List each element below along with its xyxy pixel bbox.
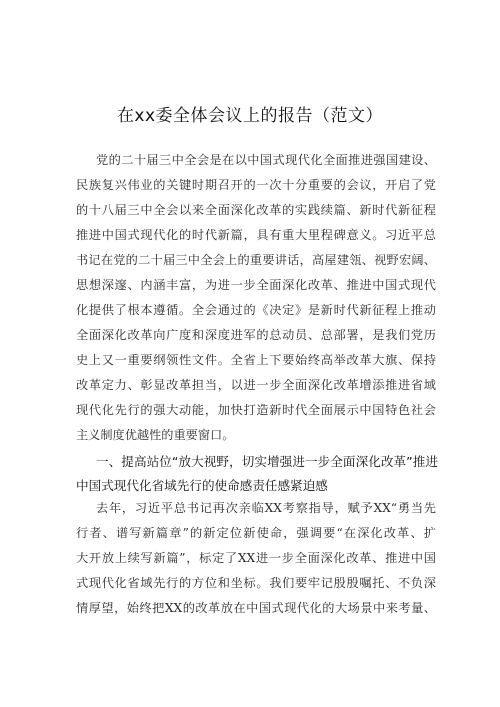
document-title: 在xx委全体会议上的报告（范文） <box>116 106 384 126</box>
paragraph-line: 书记在党的二十届三中全会上的重要讲话，高屋建瓴、视野宏阔、 <box>76 253 436 267</box>
paragraph-line: 式现代化省域先行的方位和坐标。我们要牢记殷殷嘱托、不负深 <box>76 576 436 590</box>
paragraph-line: 史上又一重要纲领性文件。全省上下要始终高举改革大旗、保持 <box>76 353 436 367</box>
heading-line: 中国式现代化省域先行的使命感责任感紧迫感 <box>76 478 328 493</box>
paragraph-line: 思想深邃、内涵丰富，为进一步全面深化改革、推进中国式现代 <box>76 278 436 292</box>
paragraph-line: 改革定力、彰显改革担当，以进一步全面深化改革增添推进省域 <box>76 378 436 392</box>
paragraph-line: 民族复兴伟业的关键时期召开的一次十分重要的会议，开启了党 <box>76 178 436 192</box>
paragraph-line: 行者、谱写新篇章”的新定位新使命，强调要“在深化改革、扩 <box>76 526 436 540</box>
paragraph-line: 化提供了根本遵循。全会通过的《决定》是新时代新征程上推动 <box>76 303 436 317</box>
paragraph-line: 现代化先行的强大动能，加快打造新时代全面展示中国特色社会 <box>76 403 436 417</box>
paragraph-line: 党的二十届三中全会是在以中国式现代化全面推进强国建设、 <box>96 153 436 167</box>
paragraph-line: 情厚望，始终把XX的改革放在中国式现代化的大场景中来考量、 <box>76 601 436 615</box>
paragraph-line: 去年，习近平总书记再次亲临XX考察指导，赋予XX“勇当先 <box>96 501 436 515</box>
paragraph-line: 主义制度优越性的重要窗口。 <box>76 428 235 442</box>
paragraph-line: 大开放上续写新篇”，标定了XX进一步全面深化改革、推进中国 <box>76 551 436 565</box>
heading-line: 一、提高站位“放大视野，切实增强进一步全面深化改革”推进 <box>96 454 438 469</box>
paragraph-line: 推进中国式现代化的时代新篇，具有重大里程碑意义。习近平总 <box>76 228 436 242</box>
paragraph-line: 全面深化改革向广度和深度进军的总动员、总部署，是我们党历 <box>76 328 436 342</box>
paragraph-line: 的十八届三中全会以来全面深化改革的实践续篇、新时代新征程 <box>76 203 436 217</box>
